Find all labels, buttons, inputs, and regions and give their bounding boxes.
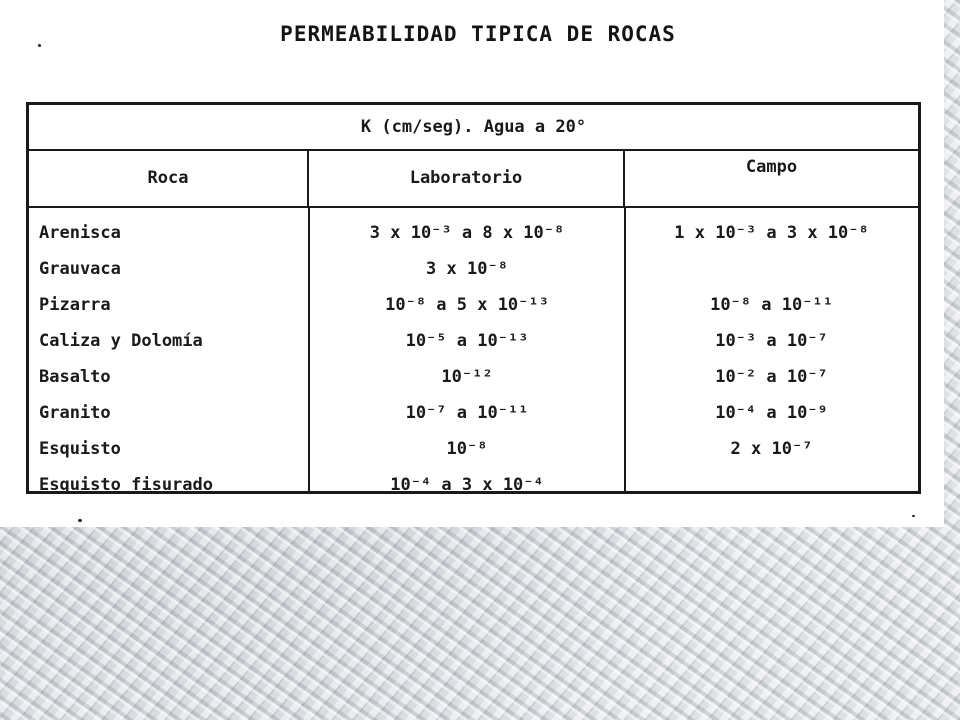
- scan-speck: [38, 44, 41, 47]
- table-row: [29, 323, 918, 359]
- cell-roca: Arenisca: [39, 223, 121, 243]
- cell-laboratorio: 3 x 10⁻⁸: [426, 259, 508, 279]
- cell-roca: Granito: [39, 403, 111, 423]
- cell-laboratorio: 10⁻⁸: [446, 439, 488, 459]
- table-row: [29, 359, 918, 395]
- table-row: [29, 251, 918, 287]
- scan-speck: [912, 515, 915, 517]
- cell-laboratorio: 10⁻⁷ a 10⁻¹¹: [405, 403, 529, 423]
- table-row: [29, 395, 918, 431]
- cell-campo: 10⁻⁸ a 10⁻¹¹: [710, 295, 833, 315]
- table-caption: K (cm/seg). Agua a 20°: [29, 105, 918, 151]
- cell-laboratorio: 10⁻⁸ a 5 x 10⁻¹³: [385, 295, 549, 315]
- cell-laboratorio: 10⁻⁴ a 3 x 10⁻⁴: [390, 475, 544, 495]
- header-laboratorio: Laboratorio: [309, 149, 625, 208]
- cell-roca: Pizarra: [39, 295, 111, 315]
- table-row: [29, 431, 918, 467]
- cell-laboratorio: 10⁻¹²: [441, 367, 493, 387]
- page-title: PERMEABILIDAD TIPICA DE ROCAS: [280, 22, 676, 46]
- header-campo: Campo: [625, 149, 918, 208]
- cell-campo: 2 x 10⁻⁷: [730, 439, 813, 459]
- cell-laboratorio: 3 x 10⁻³ a 8 x 10⁻⁸: [369, 223, 565, 243]
- cell-roca: Basalto: [39, 367, 111, 387]
- cell-laboratorio: 10⁻⁵ a 10⁻¹³: [405, 331, 529, 351]
- table-row: [29, 215, 918, 251]
- cell-roca: Esquisto fisurado: [39, 475, 213, 495]
- table-row: [29, 467, 918, 503]
- scan-speck: [78, 519, 82, 522]
- cell-campo: 10⁻² a 10⁻⁷: [715, 367, 828, 387]
- cell-roca: Esquisto: [39, 439, 121, 459]
- header-roca: Roca: [29, 149, 309, 208]
- cell-roca: Caliza y Dolomía: [39, 331, 203, 351]
- cell-campo: 1 x 10⁻³ a 3 x 10⁻⁸: [674, 223, 869, 243]
- permeability-table: [26, 102, 921, 494]
- cell-campo: 10⁻³ a 10⁻⁷: [715, 331, 828, 351]
- cell-campo: 10⁻⁴ a 10⁻⁹: [715, 403, 828, 423]
- table-row: [29, 287, 918, 323]
- cell-roca: Grauvaca: [39, 259, 121, 279]
